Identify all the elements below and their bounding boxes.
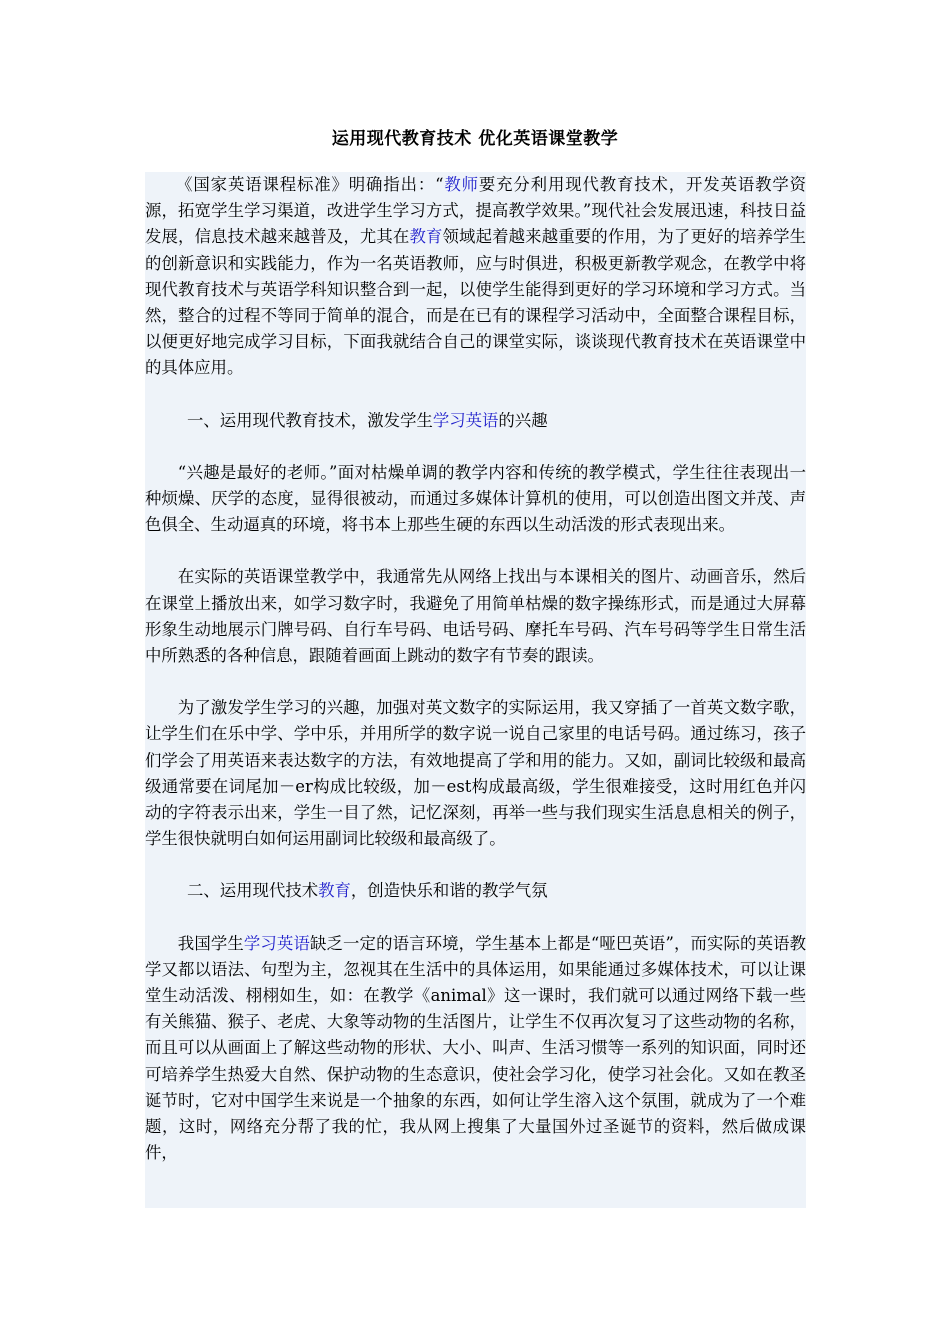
paragraph-gap <box>145 382 806 408</box>
text-span: 我国学生 <box>177 933 244 953</box>
heading-text: ，创造快乐和谐的教学气氛 <box>350 881 548 901</box>
paragraph-gap <box>145 905 806 931</box>
paragraph-gap <box>145 669 806 695</box>
link-teacher[interactable]: 教师 <box>443 175 479 194</box>
text-span: 《国家英语课程标准》明确指出：“ <box>176 175 444 194</box>
paragraph-gap <box>145 434 806 460</box>
comparative-paragraph: 为了激发学生学习的兴趣，加强对英文数字的实际运用，我又穿插了一首英文数字歌，让学生们在乐中学、学中乐，并用所学的数字说一说自己家里的电话号码。通过练习，孩子们学会了用英语来表达数字的方法，有效地提高了学和用的能力。又如，副词比较级和最高级通常要在词尾加－er构成比较级，加－est构成最高级，学生很难接受，这时用红色并闪动的字符表示出来，学生一目了然，记忆深刻，再举一些与我们现实生活息息相关的例子，学生很快就明白如何运用副词比较级和最高级了。 <box>145 698 806 849</box>
text-span: 缺乏一定的语言环境，学生基本上都是“哑巴英语”，而实际的英语教学又都以语法、句型为主，忽视其在生活中的具体运用，如果能通过多媒体技术，可以让课堂生动活泼、栩栩如生，如：在教学《animal》这一课时，我们就可以通过网络下载一些有关熊猫、猴子、老虎、大象等动物的生活图片，让学生不仅再次复习了这些动物的名称，而且可以从画面上了解这些动物的形状、大小、叫声、生活习惯等一系列的知识面，同时还可培养学生热爱大自然、保护动物的生态意识，使社会学习化，使学习社会化。又如在教圣诞节时，它对中国学生来说是一个抽象的东西，如何让学生溶入这个氛围，就成为了一个难题，这时，网络充分帮了我的忙，我从网上搜集了大量国外过圣诞节的资料，然后做成课件， <box>145 933 806 1163</box>
interest-paragraph: “兴趣是最好的老师。”面对枯燥单调的教学内容和传统的教学模式，学生往往表现出一种烦燥、厌学的态度，显得很被动，而通过多媒体计算机的使用，可以创造出图文并茂、声色俱全、生动逼真的环境，将书本上那些生硬的东西以生动活泼的形式表现出来。 <box>145 462 806 535</box>
link-learn-english-2[interactable]: 学习英语 <box>243 933 310 953</box>
heading-text: 一、运用现代教育技术，激发学生 <box>187 410 433 430</box>
document-body <box>145 172 806 1208</box>
intro-paragraph <box>145 172 806 382</box>
document-title: 运用现代教育技术 优化英语课堂教学 <box>331 129 619 149</box>
paragraph-gap <box>145 538 806 564</box>
text-span: 领域起着越来越重要的作用，为了更好的培养学生的创新意识和实践能力，作为一名英语教师，应与时俱进，积极更新教学观念，在教学中将现代教育技术与英语学科知识整合到一起，以使学生能得到更好的学习环境和学习方式。当然，整合的过程不等同于简单的混合，而是在已有的课程学习活动中，全面整合课程目标，以便更好地完成学习目标，下面我就结合自己的课堂实际，谈谈现代教育技术在英语课堂中的具体应用。 <box>145 227 806 378</box>
heading-text: 二、运用现代技术 <box>187 881 319 901</box>
section-heading-1 <box>145 408 806 434</box>
numbers-paragraph: 在实际的英语课堂教学中，我通常先从网络上找出与本课相关的图片、动画音乐，然后在课堂上播放出来，如学习数字时，我避免了用简单枯燥的数字操练形式，而是通过大屏幕形象生动地展示门牌号码、自行车号码、电话号码、摩托车号码、汽车号码等学生日常生活中所熟悉的各种信息，跟随着画面上跳动的数字有节奏的跟读。 <box>145 567 806 666</box>
paragraph-gap <box>145 852 806 878</box>
section-heading-2 <box>145 878 806 904</box>
text-span: 要充分利用现代教育技术，开发英语教学资源，拓宽学生学习渠道，改进学生学习方式，提高教学效果。”现代社会发展迅速，科技日益发展，信息技术越来越普及，尤其在 <box>145 175 806 247</box>
atmosphere-paragraph <box>145 931 806 1167</box>
link-learn-english[interactable]: 学习英语 <box>432 410 499 430</box>
link-education[interactable]: 教育 <box>409 227 443 247</box>
heading-text: 的兴趣 <box>498 410 548 430</box>
link-education-2[interactable]: 教育 <box>318 881 351 901</box>
